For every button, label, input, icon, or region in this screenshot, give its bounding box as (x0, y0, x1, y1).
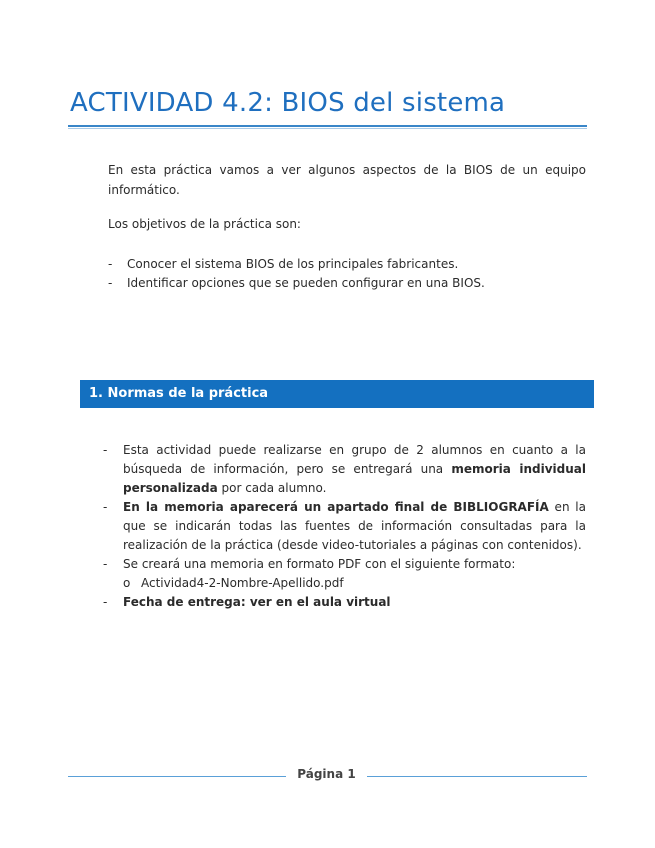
objective-text: Conocer el sistema BIOS de los principales fabricantes. (127, 257, 459, 271)
intro-paragraph: En esta práctica vamos a ver algunos aspectos de la BIOS de un equipo informático. (108, 163, 586, 197)
list-item (103, 593, 586, 612)
rule-bold-text: En la memoria aparecerá un apartado final de BIBLIOGRAFÍA (123, 500, 549, 514)
rule-text: Se creará una memoria en formato PDF con el siguiente formato: (123, 557, 516, 571)
dash-bullet: - (103, 557, 108, 571)
filename-format: Actividad4-2-Nombre-Apellido.pdf (141, 576, 344, 590)
objective-text: Identificar opciones que se pueden configurar en una BIOS. (127, 276, 485, 290)
objectives-list (108, 255, 586, 293)
list-item (103, 441, 586, 498)
list-item (103, 555, 586, 574)
dash-bullet: - (108, 257, 113, 271)
title-underline (68, 125, 587, 127)
rule-text: Esta actividad puede realizarse en grupo de 2 alumnos en cuanto a la búsqueda de información, pero se entregará una (123, 443, 586, 476)
dash-bullet: - (103, 500, 108, 514)
section-heading: 1. Normas de la práctica (80, 380, 594, 408)
rule-text: en la que se indicarán todas las fuentes de información consultadas para la realización de la práctica (desde video-tutoriales a páginas con contenidos). (123, 500, 586, 552)
objectives-label: Los objetivos de la práctica son: (108, 217, 301, 231)
rule-bold-text: memoria individual personalizada (123, 462, 586, 495)
footer-line (68, 776, 286, 777)
page-title: ACTIVIDAD 4.2: BIOS del sistema (70, 88, 506, 118)
dash-bullet: - (103, 443, 108, 457)
page-footer (68, 766, 587, 786)
list-item (108, 274, 586, 293)
circle-bullet: o (123, 576, 131, 590)
list-item (108, 255, 586, 274)
title-underline-thin (68, 128, 587, 129)
page-number: Página 1 (297, 767, 356, 781)
sub-list-item (103, 574, 586, 593)
footer-line (367, 776, 587, 777)
rule-bold-text: Fecha de entrega: ver en el aula virtual (123, 595, 391, 609)
rule-text: por cada alumno. (217, 481, 327, 495)
dash-bullet: - (103, 595, 108, 609)
list-item (103, 498, 586, 555)
rules-list (103, 441, 586, 612)
dash-bullet: - (108, 276, 113, 290)
